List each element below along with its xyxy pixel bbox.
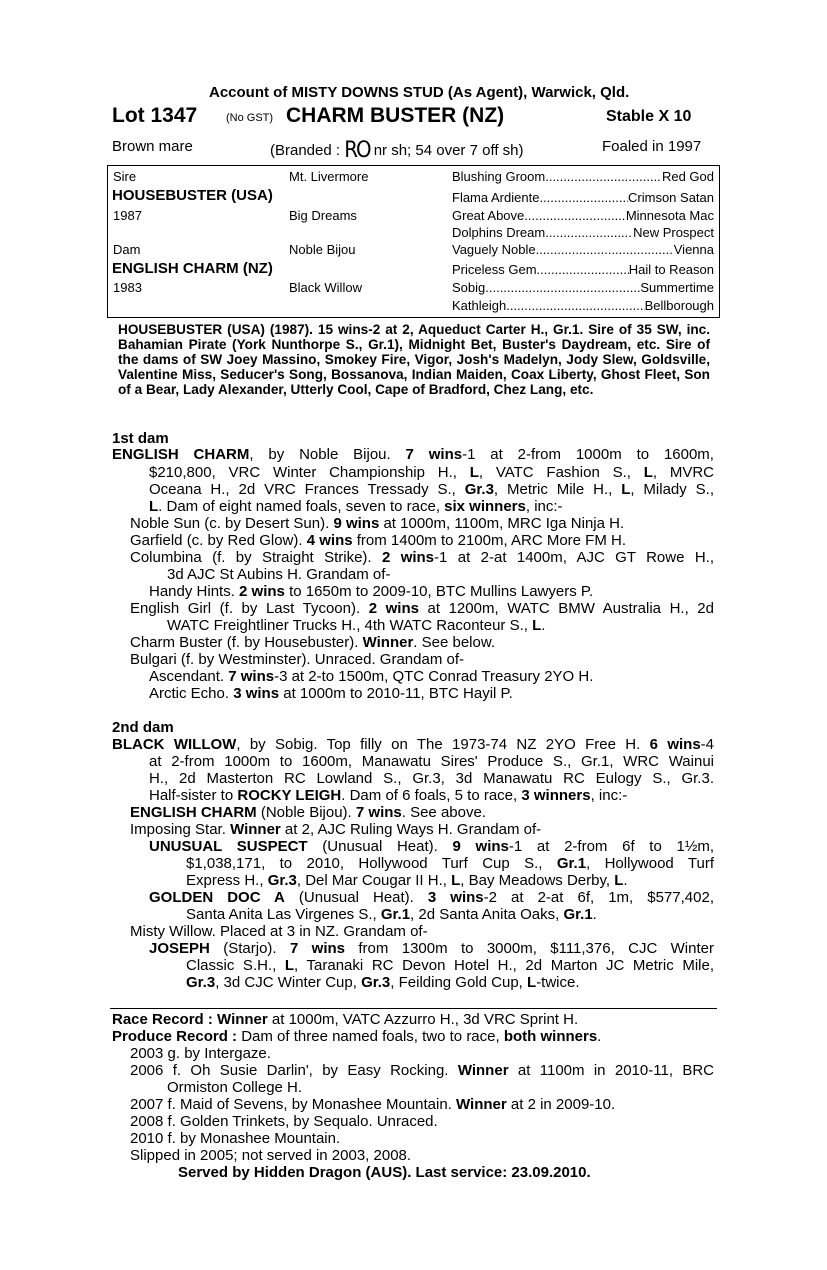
bold-text: Gr.1 — [380, 906, 411, 923]
text: Arctic Echo. — [149, 685, 234, 702]
text: , MVRC — [652, 464, 714, 481]
text: . See below. — [413, 634, 496, 651]
text: , 2d Santa Anita Oaks, — [410, 906, 564, 923]
text: 2006 f. Oh Susie Darlin', by Easy Rocking. — [130, 1062, 458, 1079]
text-line — [149, 668, 593, 685]
bold-text: L — [532, 617, 542, 634]
bold-text: 2 wins — [239, 583, 285, 600]
text: from 1400m to 2100m, ARC More FM H. — [352, 532, 626, 549]
text-line — [130, 1147, 411, 1164]
pedigree-g3-damsire: Crimson Satan — [628, 190, 714, 205]
bold-text: L — [621, 481, 631, 498]
brand-suffix: nr sh; 54 over 7 off sh) — [369, 142, 524, 159]
bold-text: 9 wins — [333, 515, 380, 532]
text: , Feilding Gold Cup, — [390, 974, 528, 991]
text: , Hollywood Turf — [586, 855, 714, 872]
second-dam-heading: 2nd dam — [112, 719, 174, 736]
text: -1 at 2-from 1000m to 1600m, — [462, 446, 714, 463]
brand-mark: RO — [344, 138, 370, 163]
text: 3d AJC St Aubins H. Grandam of- — [167, 566, 391, 583]
text: Charm Buster (f. by Housebuster). — [130, 634, 363, 651]
text: Imposing Star. — [130, 821, 231, 838]
sire-label: Sire — [113, 169, 137, 184]
bold-text: Race Record : Winner — [112, 1011, 268, 1028]
text: (Noble Bijou). — [256, 804, 356, 821]
text: $1,038,171, to 2010, Hollywood Turf Cup S., — [186, 855, 557, 872]
account-line: Account of MISTY DOWNS STUD (As Agent), Warwick, Qld. — [209, 84, 630, 101]
text: , Taranaki RC Devon Hotel H., 2d Marton JC Metric Mile, — [294, 957, 714, 974]
text: at 2-from 1000m to 1600m, Manawatu Sires' Produce S., Gr.1, WRC Wainui — [149, 753, 714, 770]
pedigree-g3-entry — [452, 190, 714, 205]
dot-leader — [485, 280, 640, 295]
text: -3 at 2-to 1500m, QTC Conrad Treasury 2YO H. — [274, 668, 594, 685]
text-line — [149, 583, 593, 600]
text: Santa Anita Las Virgenes S., — [186, 906, 381, 923]
text-line — [149, 770, 714, 787]
text-line — [149, 889, 714, 906]
text: , by Noble Bijou. — [249, 446, 406, 463]
bold-text: ENGLISH CHARM — [130, 804, 257, 821]
pedigree-g3-sire: Priceless Gem — [452, 262, 537, 277]
text: Express H., — [186, 872, 268, 889]
text: (Starjo). — [209, 940, 290, 957]
pedigree-g3-damsire: Minnesota Mac — [625, 208, 714, 223]
text-line — [149, 753, 714, 770]
foaled-year: Foaled in 1997 — [602, 138, 702, 155]
divider — [110, 1008, 717, 1009]
text-line — [130, 1130, 340, 1147]
dot-leader — [524, 208, 626, 223]
dot-leader — [537, 262, 629, 277]
pedigree-g3-entry — [452, 242, 714, 257]
text: -twice. — [536, 974, 580, 991]
text: . — [597, 1028, 602, 1045]
text: from 1300m to 3000m, $111,376, CJC Winter — [345, 940, 714, 957]
text-line — [149, 787, 627, 804]
pedigree-g2: Noble Bijou — [289, 242, 356, 257]
text-line — [149, 464, 714, 481]
pedigree-g3-damsire: New Prospect — [633, 225, 714, 240]
bold-text: Gr.1 — [556, 855, 587, 872]
bold-text: L — [643, 464, 653, 481]
text-line — [186, 872, 628, 889]
bold-text: 2 wins — [381, 549, 435, 566]
horse-name: CHARM BUSTER (NZ) — [286, 104, 505, 127]
text: Ormiston College H. — [167, 1079, 303, 1096]
text: Half-sister to — [149, 787, 238, 804]
text-line — [130, 549, 714, 566]
text: at 2, AJC Ruling Ways H. Grandam of- — [280, 821, 542, 838]
text: Misty Willow. Placed at 3 in NZ. Grandam of- — [130, 923, 428, 940]
text-line — [149, 838, 714, 855]
text: at 2 in 2009-10. — [506, 1096, 616, 1113]
text: at 1000m, VATC Azzurro H., 3d VRC Sprint H. — [267, 1011, 579, 1028]
text-line — [167, 566, 390, 583]
bold-text: Served by Hidden Dragon (AUS). Last service: 23.09.2010. — [178, 1164, 591, 1181]
text-line — [167, 1079, 302, 1096]
bold-text: L — [284, 957, 295, 974]
text: , 3d CJC Winter Cup, — [215, 974, 362, 991]
bold-text: UNUSUAL SUSPECT — [149, 838, 308, 855]
pedigree-g3-damsire: Bellborough — [644, 298, 714, 313]
text: -1 at 2-from 6f to 1½m, — [508, 838, 715, 855]
text: at 1000m, 1100m, MRC Iga Ninja H. — [379, 515, 625, 532]
text-line — [149, 498, 563, 515]
dot-leader — [506, 298, 644, 313]
text: Oceana H., 2d VRC Frances Tressady S., — [149, 481, 465, 498]
text-line — [112, 446, 714, 463]
bold-text: 2 wins — [368, 600, 419, 617]
pedigree-g2: Black Willow — [289, 280, 362, 295]
bold-text: L — [469, 464, 479, 481]
bold-text: L — [451, 872, 461, 889]
pedigree-g3-entry — [452, 262, 714, 277]
dam-name: ENGLISH CHARM (NZ) — [112, 260, 273, 277]
text-line — [112, 1028, 601, 1045]
text-line — [130, 923, 428, 940]
pedigree-g3-sire: Vaguely Noble — [452, 242, 536, 257]
sire-year: 1987 — [113, 208, 142, 223]
text: to 1650m to 2009-10, BTC Mullins Lawyers P. — [284, 583, 594, 600]
dot-leader — [536, 242, 674, 257]
bold-text: 7 wins — [405, 446, 463, 463]
dam-year: 1983 — [113, 280, 142, 295]
text-line — [130, 1045, 271, 1062]
text: at 1000m to 2010-11, BTC Hayil P. — [279, 685, 513, 702]
bold-text: Winner — [456, 1096, 507, 1113]
text-line — [112, 736, 714, 753]
bold-text: 9 wins — [452, 838, 509, 855]
dot-leader — [545, 169, 662, 184]
bold-text: Gr.3 — [361, 974, 391, 991]
pedigree-g3-entry — [452, 225, 714, 240]
text: (Unusual Heat). — [307, 838, 453, 855]
bold-text: Produce Record : — [112, 1028, 242, 1045]
bold-text: 4 wins — [306, 532, 353, 549]
bold-text: 7 wins — [355, 804, 402, 821]
text: . Dam of 6 foals, 5 to race, — [341, 787, 522, 804]
bold-text: L — [527, 974, 537, 991]
bold-text: L — [614, 872, 624, 889]
text-line — [149, 940, 714, 957]
first-dam-heading: 1st dam — [112, 430, 169, 447]
bold-text: Gr.3 — [186, 974, 216, 991]
text: H., 2d Masterton RC Lowland S., Gr.3, 3d Manawatu RC Eulogy S., Gr.3. — [149, 770, 714, 787]
text: . Dam of eight named foals, seven to race, — [158, 498, 445, 515]
text: 2007 f. Maid of Sevens, by Monashee Mountain. — [130, 1096, 457, 1113]
bold-text: Gr.1 — [563, 906, 593, 923]
pedigree-g3-entry — [452, 298, 714, 313]
text-line — [130, 634, 495, 651]
text: Bulgari (f. by Westminster). Unraced. Grandam of- — [130, 651, 464, 668]
bold-text: both winners — [503, 1028, 598, 1045]
bold-text: BLACK WILLOW — [112, 736, 237, 753]
text: , VATC Fashion S., — [478, 464, 644, 481]
text-line — [186, 957, 714, 974]
bold-text: GOLDEN DOC A — [149, 889, 285, 906]
text: Handy Hints. — [149, 583, 240, 600]
text-line — [130, 600, 714, 617]
text: . — [541, 617, 546, 634]
text-line — [149, 685, 513, 702]
pedigree-g3-entry — [452, 208, 714, 223]
bold-text: Gr.3 — [267, 872, 297, 889]
text: Dam of three named foals, two to race, — [241, 1028, 504, 1045]
text-line — [130, 1062, 714, 1079]
text-line — [178, 1164, 591, 1181]
text-line — [130, 804, 486, 821]
text: , Bay Meadows Derby, — [460, 872, 615, 889]
bold-text: six winners — [444, 498, 526, 515]
text-line — [130, 1096, 615, 1113]
text: Noble Sun (c. by Desert Sun). — [130, 515, 334, 532]
lot-number: Lot 1347 — [112, 104, 198, 127]
bold-text: Gr.3 — [464, 481, 494, 498]
text: , inc:- — [590, 787, 628, 804]
text: -2 at 2-at 6f, 1m, $577,402, — [483, 889, 714, 906]
text: 2010 f. by Monashee Mountain. — [130, 1130, 341, 1147]
pedigree-g2: Big Dreams — [289, 208, 357, 223]
bold-text: L — [149, 498, 159, 515]
text: Slipped in 2005; not served in 2003, 2008. — [130, 1147, 412, 1164]
text-line — [186, 974, 580, 991]
text: -4 — [700, 736, 715, 753]
colour-sex: Brown mare — [112, 138, 193, 155]
brand-info — [270, 138, 524, 163]
text-line — [130, 651, 464, 668]
text-line — [130, 532, 626, 549]
pedigree-g3-sire: Dolphins Dream — [452, 225, 546, 240]
bold-text: JOSEPH — [149, 940, 210, 957]
text: Columbina (f. by Straight Strike). — [130, 549, 382, 566]
text: Ascendant. — [149, 668, 229, 685]
bold-text: 3 wins — [427, 889, 484, 906]
pedigree-g3-sire: Kathleigh — [452, 298, 507, 313]
text: WATC Freightliner Trucks H., 4th WATC Raconteur S., — [167, 617, 533, 634]
bold-text: 7 wins — [228, 668, 275, 685]
pedigree-g3-damsire: Summertime — [640, 280, 714, 295]
text-line — [186, 855, 714, 872]
pedigree-g3-entry — [452, 280, 714, 295]
bold-text: ROCKY LEIGH — [237, 787, 342, 804]
text: 2008 f. Golden Trinkets, by Sequalo. Unraced. — [130, 1113, 438, 1130]
bold-text: Winner — [230, 821, 281, 838]
pedigree-g3-damsire: Red God — [661, 169, 714, 184]
text: Garfield (c. by Red Glow). — [130, 532, 307, 549]
text: 2003 g. by Intergaze. — [130, 1045, 271, 1062]
bold-text: 6 wins — [649, 736, 701, 753]
bold-text: ENGLISH CHARM — [112, 446, 250, 463]
dot-leader — [539, 190, 628, 205]
dam-label: Dam — [113, 242, 141, 257]
dot-leader — [545, 225, 633, 240]
text: -1 at 2-at 1400m, AJC GT Rowe H., — [434, 549, 714, 566]
text: English Girl (f. by Last Tycoon). — [130, 600, 369, 617]
bold-text: 7 wins — [289, 940, 345, 957]
bold-text: 3 wins — [233, 685, 280, 702]
pedigree-g3-damsire: Hail to Reason — [628, 262, 714, 277]
text: , inc:- — [525, 498, 563, 515]
text-line — [130, 821, 541, 838]
sire-name: HOUSEBUSTER (USA) — [112, 187, 273, 204]
text-line — [130, 1113, 438, 1130]
text: , Del Mar Cougar II H., — [296, 872, 452, 889]
text-line — [112, 1011, 578, 1028]
text: . — [623, 872, 628, 889]
text: , Metric Mile H., — [493, 481, 622, 498]
pedigree-g3-sire: Great Above — [452, 208, 525, 223]
gst-note: (No GST) — [226, 112, 274, 124]
text-line — [167, 617, 545, 634]
pedigree-g3-entry — [452, 169, 714, 184]
text-line — [186, 906, 597, 923]
brand-prefix: (Branded : — [270, 142, 345, 159]
pedigree-g3-sire: Blushing Groom — [452, 169, 546, 184]
pedigree-g3-sire: Flama Ardiente — [452, 190, 540, 205]
text-line — [130, 515, 624, 532]
text: . — [592, 906, 597, 923]
pedigree-g2: Mt. Livermore — [289, 169, 369, 184]
bold-text: Winner — [457, 1062, 509, 1079]
text-line — [149, 481, 714, 498]
pedigree-g3-damsire: Vienna — [673, 242, 714, 257]
text: $210,800, VRC Winter Championship H., — [149, 464, 470, 481]
sire-summary: HOUSEBUSTER (USA) (1987). 15 wins-2 at 2, Aqueduct Carter H., Gr.1. Sire of 35 SW, inc. Bahamian Pirate (York Nunthorpe S., Gr.1), Midnight Bet, Buster's Daydream, etc. Sire of the dams of SW Joey Massino, Smokey Fire, Vigor, Josh's Madelyn, Jody Slew, Goldsville, Valentine Miss, Seducer's Song, Bossanova, Indian Maiden, Coax Liberty, Ghost Fleet, Son of a Bear, Lady Alexander, Utterly Cool, Cape of Bradford, Chez Lang, etc. — [118, 322, 710, 397]
text: Classic S.H., — [186, 957, 285, 974]
text: (Unusual Heat). — [284, 889, 428, 906]
pedigree-g3-sire: Sobig — [452, 280, 486, 295]
text: at 1100m in 2010-11, BRC — [508, 1062, 715, 1079]
stable-number: Stable X 10 — [606, 108, 692, 125]
text: , Milady S., — [630, 481, 715, 498]
text: at 1200m, WATC BMW Australia H., 2d — [418, 600, 714, 617]
text: , by Sobig. Top filly on The 1973-74 NZ 2YO Free H. — [236, 736, 650, 753]
text: . See above. — [401, 804, 486, 821]
bold-text: Winner — [362, 634, 414, 651]
bold-text: 3 winners — [521, 787, 591, 804]
